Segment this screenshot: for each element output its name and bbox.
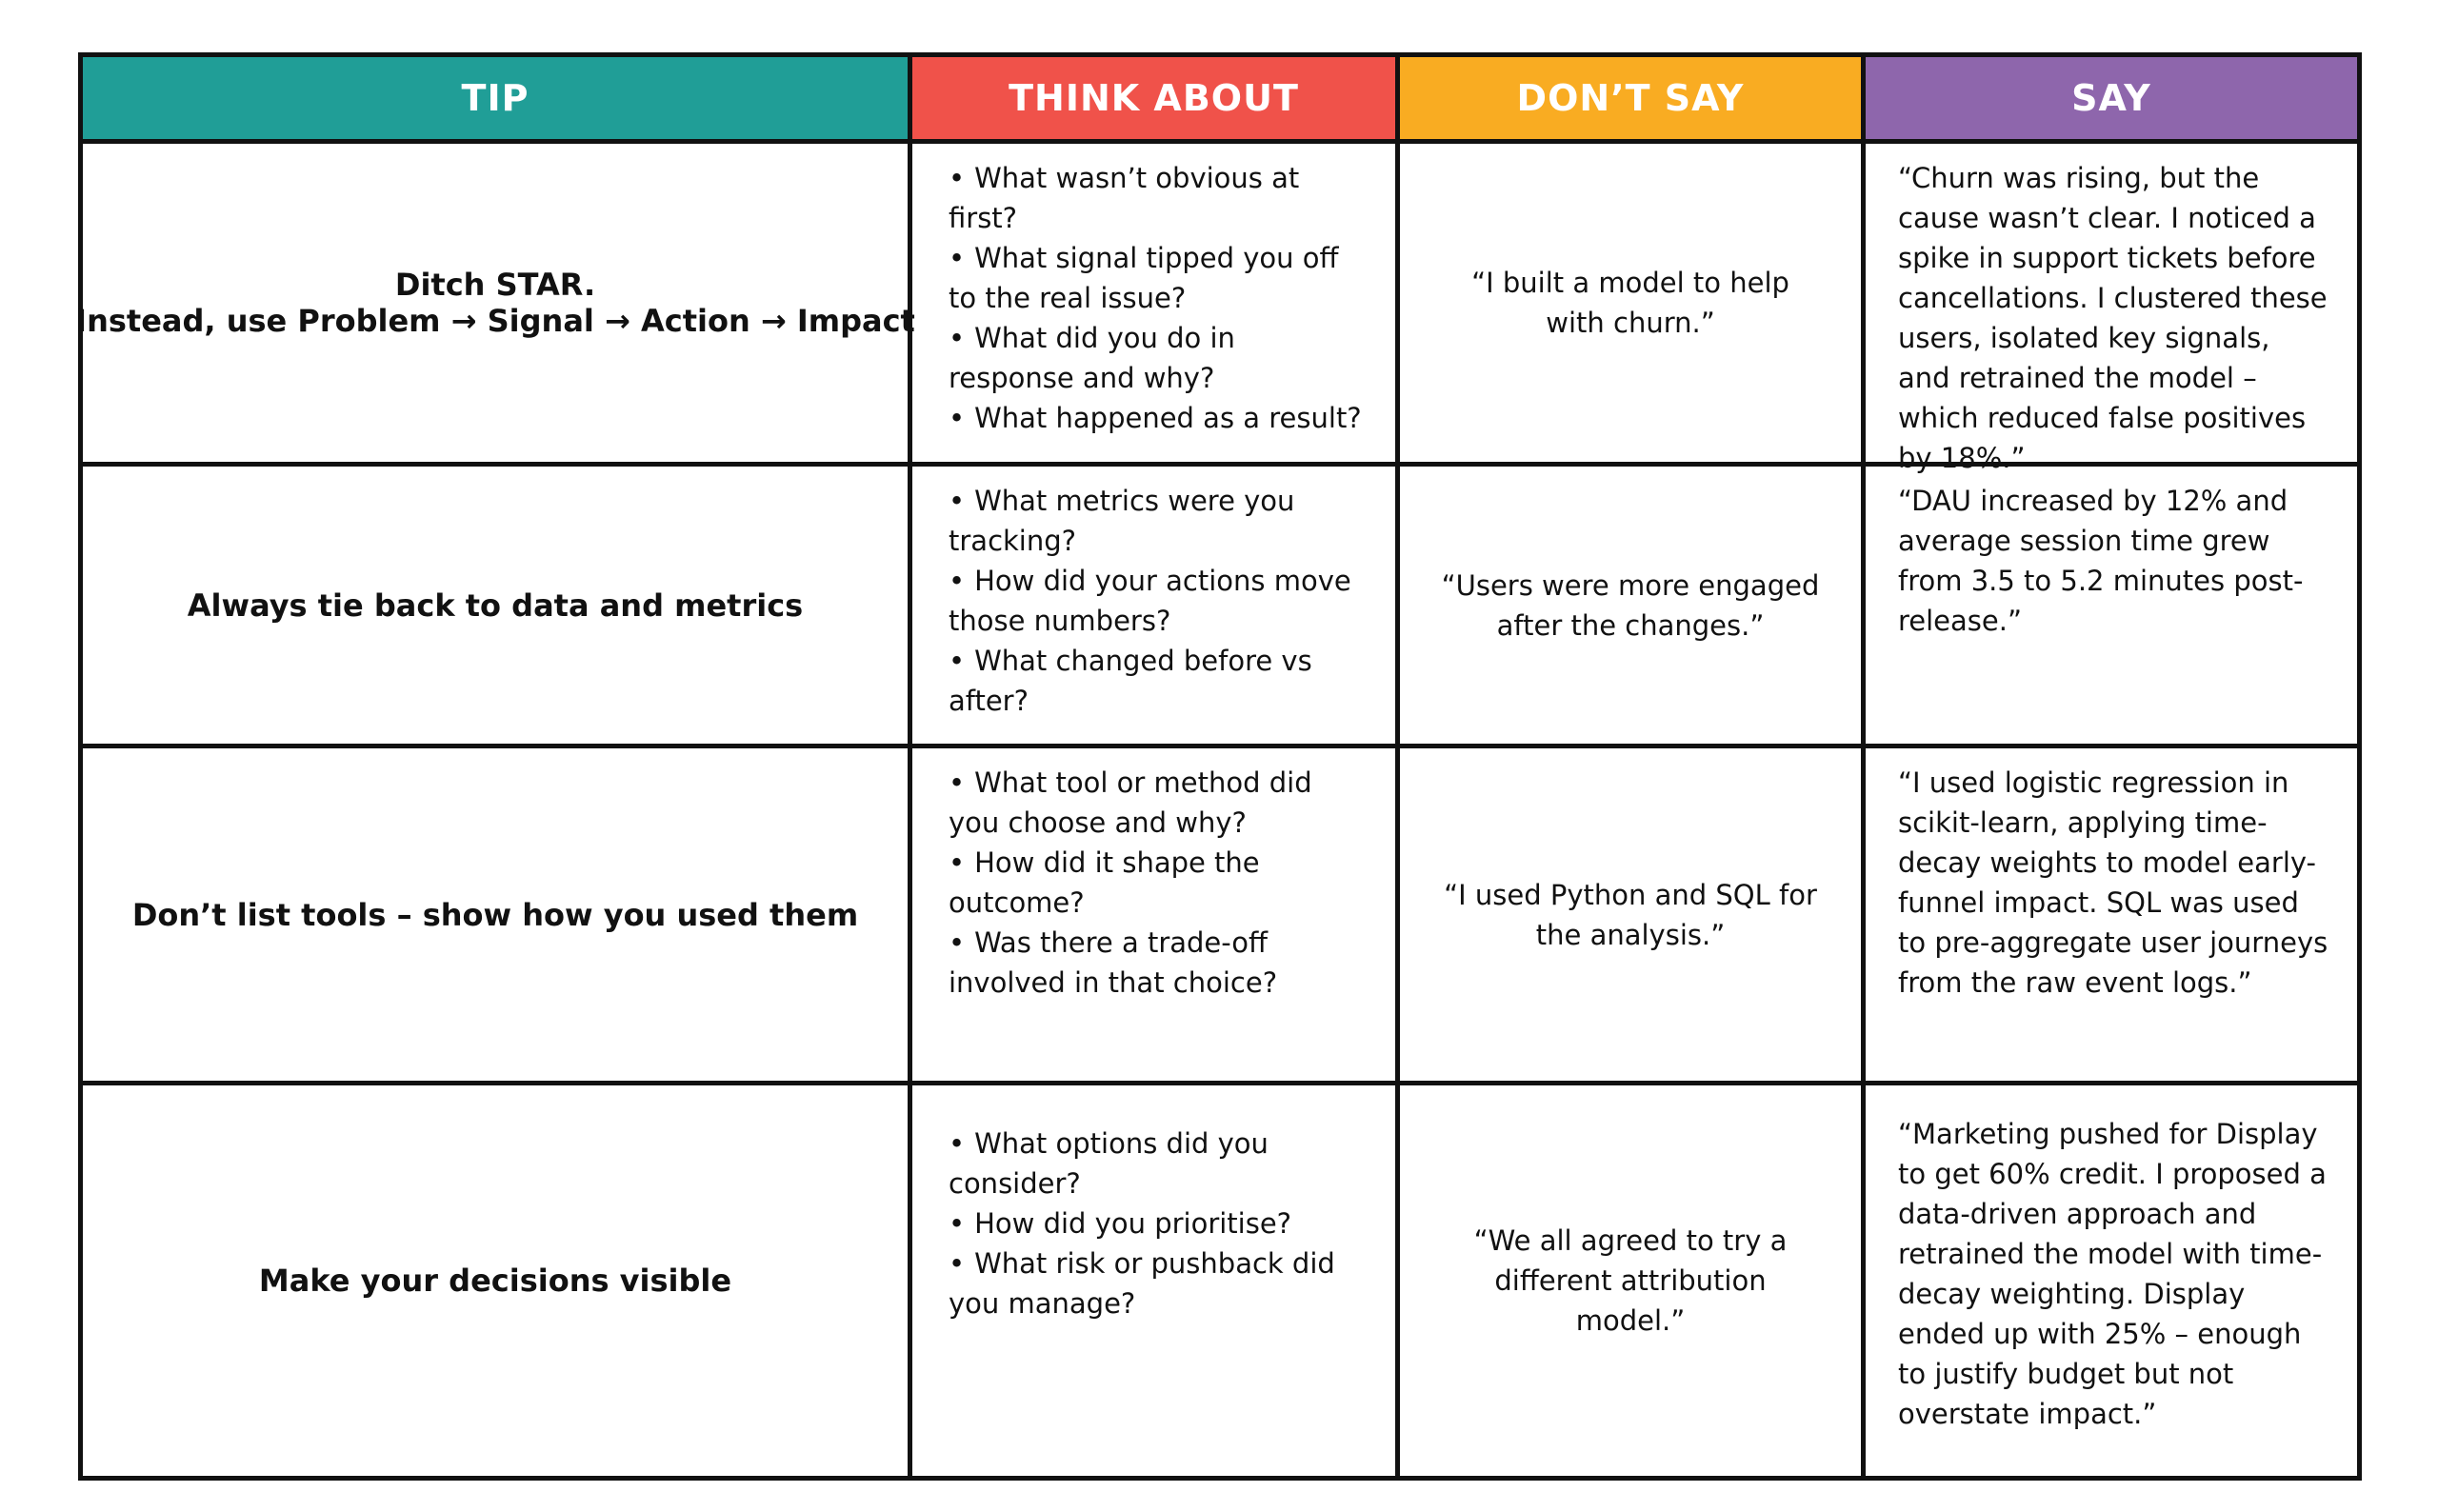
table-row-2-tip (83, 467, 908, 744)
dont-say-quote: “I built a model to help with churn.” (1471, 267, 1789, 339)
say-quote: “DAU increased by 12% and average session time grew from 3.5 to 5.2 minutes post-release.” (1898, 485, 2304, 637)
tip-line: Don’t list tools – show how you used them (131, 896, 859, 933)
think-item: • How did your actions move those numbers? (949, 561, 1367, 641)
table-row-3-dont-say (1400, 748, 1861, 1081)
table-row-2-think-about (912, 467, 1395, 744)
think-item: • What tool or method did you choose and why? (949, 763, 1367, 843)
header-say: SAY (1866, 57, 2357, 139)
say-quote: “Marketing pushed for Display to get 60% credit. I proposed a data-driven approach and retrained the model with time-decay weighting. Display ended up with 25% – enough to justify budget but not overstate impact.” (1898, 1118, 2327, 1430)
think-item: • What changed before vs after? (949, 641, 1367, 721)
table-row-2-dont-say (1400, 467, 1861, 744)
think-item: • How did it shape the outcome? (949, 843, 1367, 923)
header-think-about: THINK ABOUT (912, 57, 1395, 139)
say-quote: “I used logistic regression in scikit-learn, applying time-decay weights to model early-funnel impact. SQL was used to pre-aggregate user journeys from the raw event logs.” (1898, 766, 2328, 999)
tip-line: Instead, use Problem → Signal → Action → Impact (75, 303, 915, 339)
table-row-4-think-about (912, 1085, 1395, 1476)
table-row-3-think-about (912, 748, 1395, 1081)
dont-say-quote: “I used Python and SQL for the analysis.” (1444, 878, 1817, 951)
table-row-4-say (1866, 1085, 2357, 1476)
table-row-3-tip (83, 748, 908, 1081)
dont-say-quote: “We all agreed to try a different attribution model.” (1473, 1224, 1788, 1337)
tip-line: Make your decisions visible (258, 1263, 732, 1299)
think-item: • What happened as a result? (949, 398, 1367, 438)
think-item: • What wasn’t obvious at first? (949, 158, 1367, 238)
header-dont-say: DON’T SAY (1400, 57, 1861, 139)
think-item: • What signal tipped you off to the real issue? (949, 238, 1367, 318)
think-item: • What metrics were you tracking? (949, 481, 1367, 561)
table-row-1-say (1866, 144, 2357, 474)
header-tip: TIP (83, 57, 908, 139)
table-row-1-think-about (912, 144, 1395, 462)
table-row-3-say (1866, 748, 2357, 1081)
tip-line: Always tie back to data and metrics (187, 587, 804, 624)
say-quote: “Churn was rising, but the cause wasn’t clear. I noticed a spike in support tickets before cancellations. I clustered these users, isolated key signals, and retrained the model – which reduced false positives by 18%.” (1898, 162, 2328, 474)
think-item: • What did you do in response and why? (949, 318, 1367, 398)
think-item: • What risk or pushback did you manage? (949, 1243, 1367, 1323)
dont-say-quote: “Users were more engaged after the changes.” (1441, 568, 1820, 642)
think-item: • Was there a trade-off involved in that choice? (949, 923, 1367, 1003)
table-row-2-say (1866, 467, 2357, 744)
think-item: • How did you prioritise? (949, 1204, 1367, 1243)
think-item: • What options did you consider? (949, 1124, 1367, 1204)
table-row-4-dont-say (1400, 1085, 1861, 1476)
tip-line: Ditch STAR. (394, 267, 596, 303)
table-row-4-tip (83, 1085, 908, 1476)
tips-table (75, 52, 2362, 1481)
table-row-1-dont-say (1400, 144, 1861, 462)
table-row-1-tip (75, 144, 915, 462)
